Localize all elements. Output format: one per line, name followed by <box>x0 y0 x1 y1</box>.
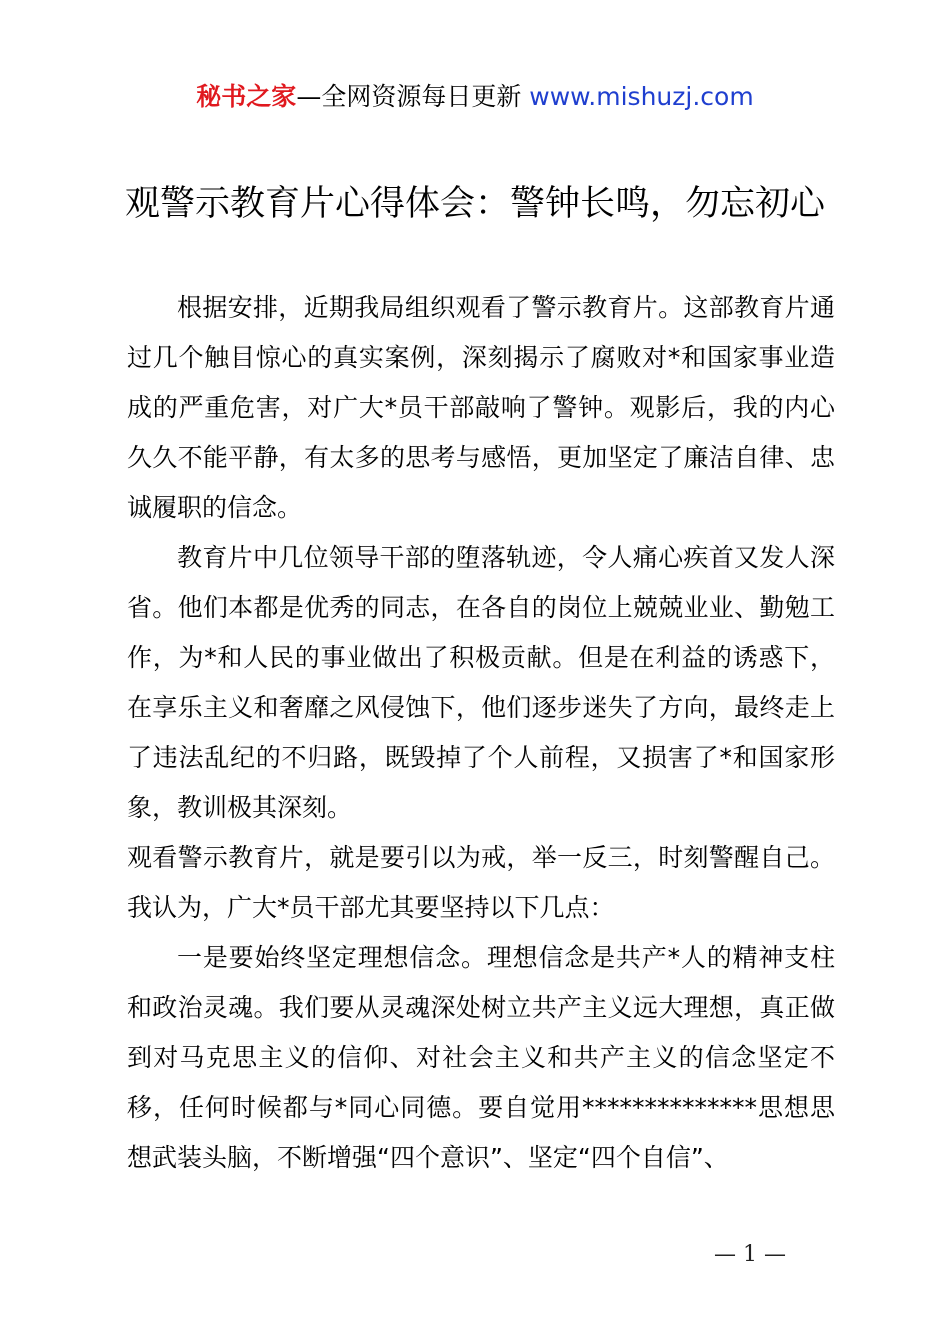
site-url-link[interactable]: www.mishuzj.com <box>529 82 754 111</box>
paragraph-point-one: 一是要始终坚定理想信念。理想信念是共产*人的精神支柱和政治灵魂。我们要从灵魂深处树立共产主义远大理想，真正做到对马克思主义的信仰、对社会主义和共产主义的信念坚定不移，任何时候都与*同心同德。要自觉用**************思想思想武装头脑，不断增强“四个意识”、坚定“四个自信”、 <box>127 943 835 1172</box>
site-brand: 秘书之家 <box>196 82 297 111</box>
paragraph-case-analysis: 教育片中几位领导干部的堕落轨迹，令人痛心疾首又发人深省。他们本都是优秀的同志，在各自的岗位上兢兢业业、勤勉工作，为*和人民的事业做出了积极贡献。但是在利益的诱惑下，在享乐主义和奢靡之风侵蚀下，他们逐步迷失了方向，最终走上了违法乱纪的不归路，既毁掉了个人前程，又损害了*和国家形象，教训极其深刻。 <box>127 543 835 822</box>
paragraph-lessons: 观看警示教育片，就是要引以为戒，举一反三，时刻警醒自己。我认为，广大*员干部尤其要坚持以下几点： <box>127 843 835 922</box>
site-header <box>0 80 950 114</box>
site-slogan: —全网资源每日更新 <box>296 82 530 111</box>
document-title: 观警示教育片心得体会：警钟长鸣，勿忘初心 <box>124 184 825 224</box>
page-number: — 1 — <box>714 1242 786 1267</box>
paragraph-intro: 根据安排，近期我局组织观看了警示教育片。这部教育片通过几个触目惊心的真实案例，深刻揭示了腐败对*和国家事业造成的严重危害，对广大*员干部敲响了警钟。观影后，我的内心久久不能平静，有太多的思考与感悟，更加坚定了廉洁自律、忠诚履职的信念。 <box>127 293 835 522</box>
document-body <box>127 283 835 1183</box>
